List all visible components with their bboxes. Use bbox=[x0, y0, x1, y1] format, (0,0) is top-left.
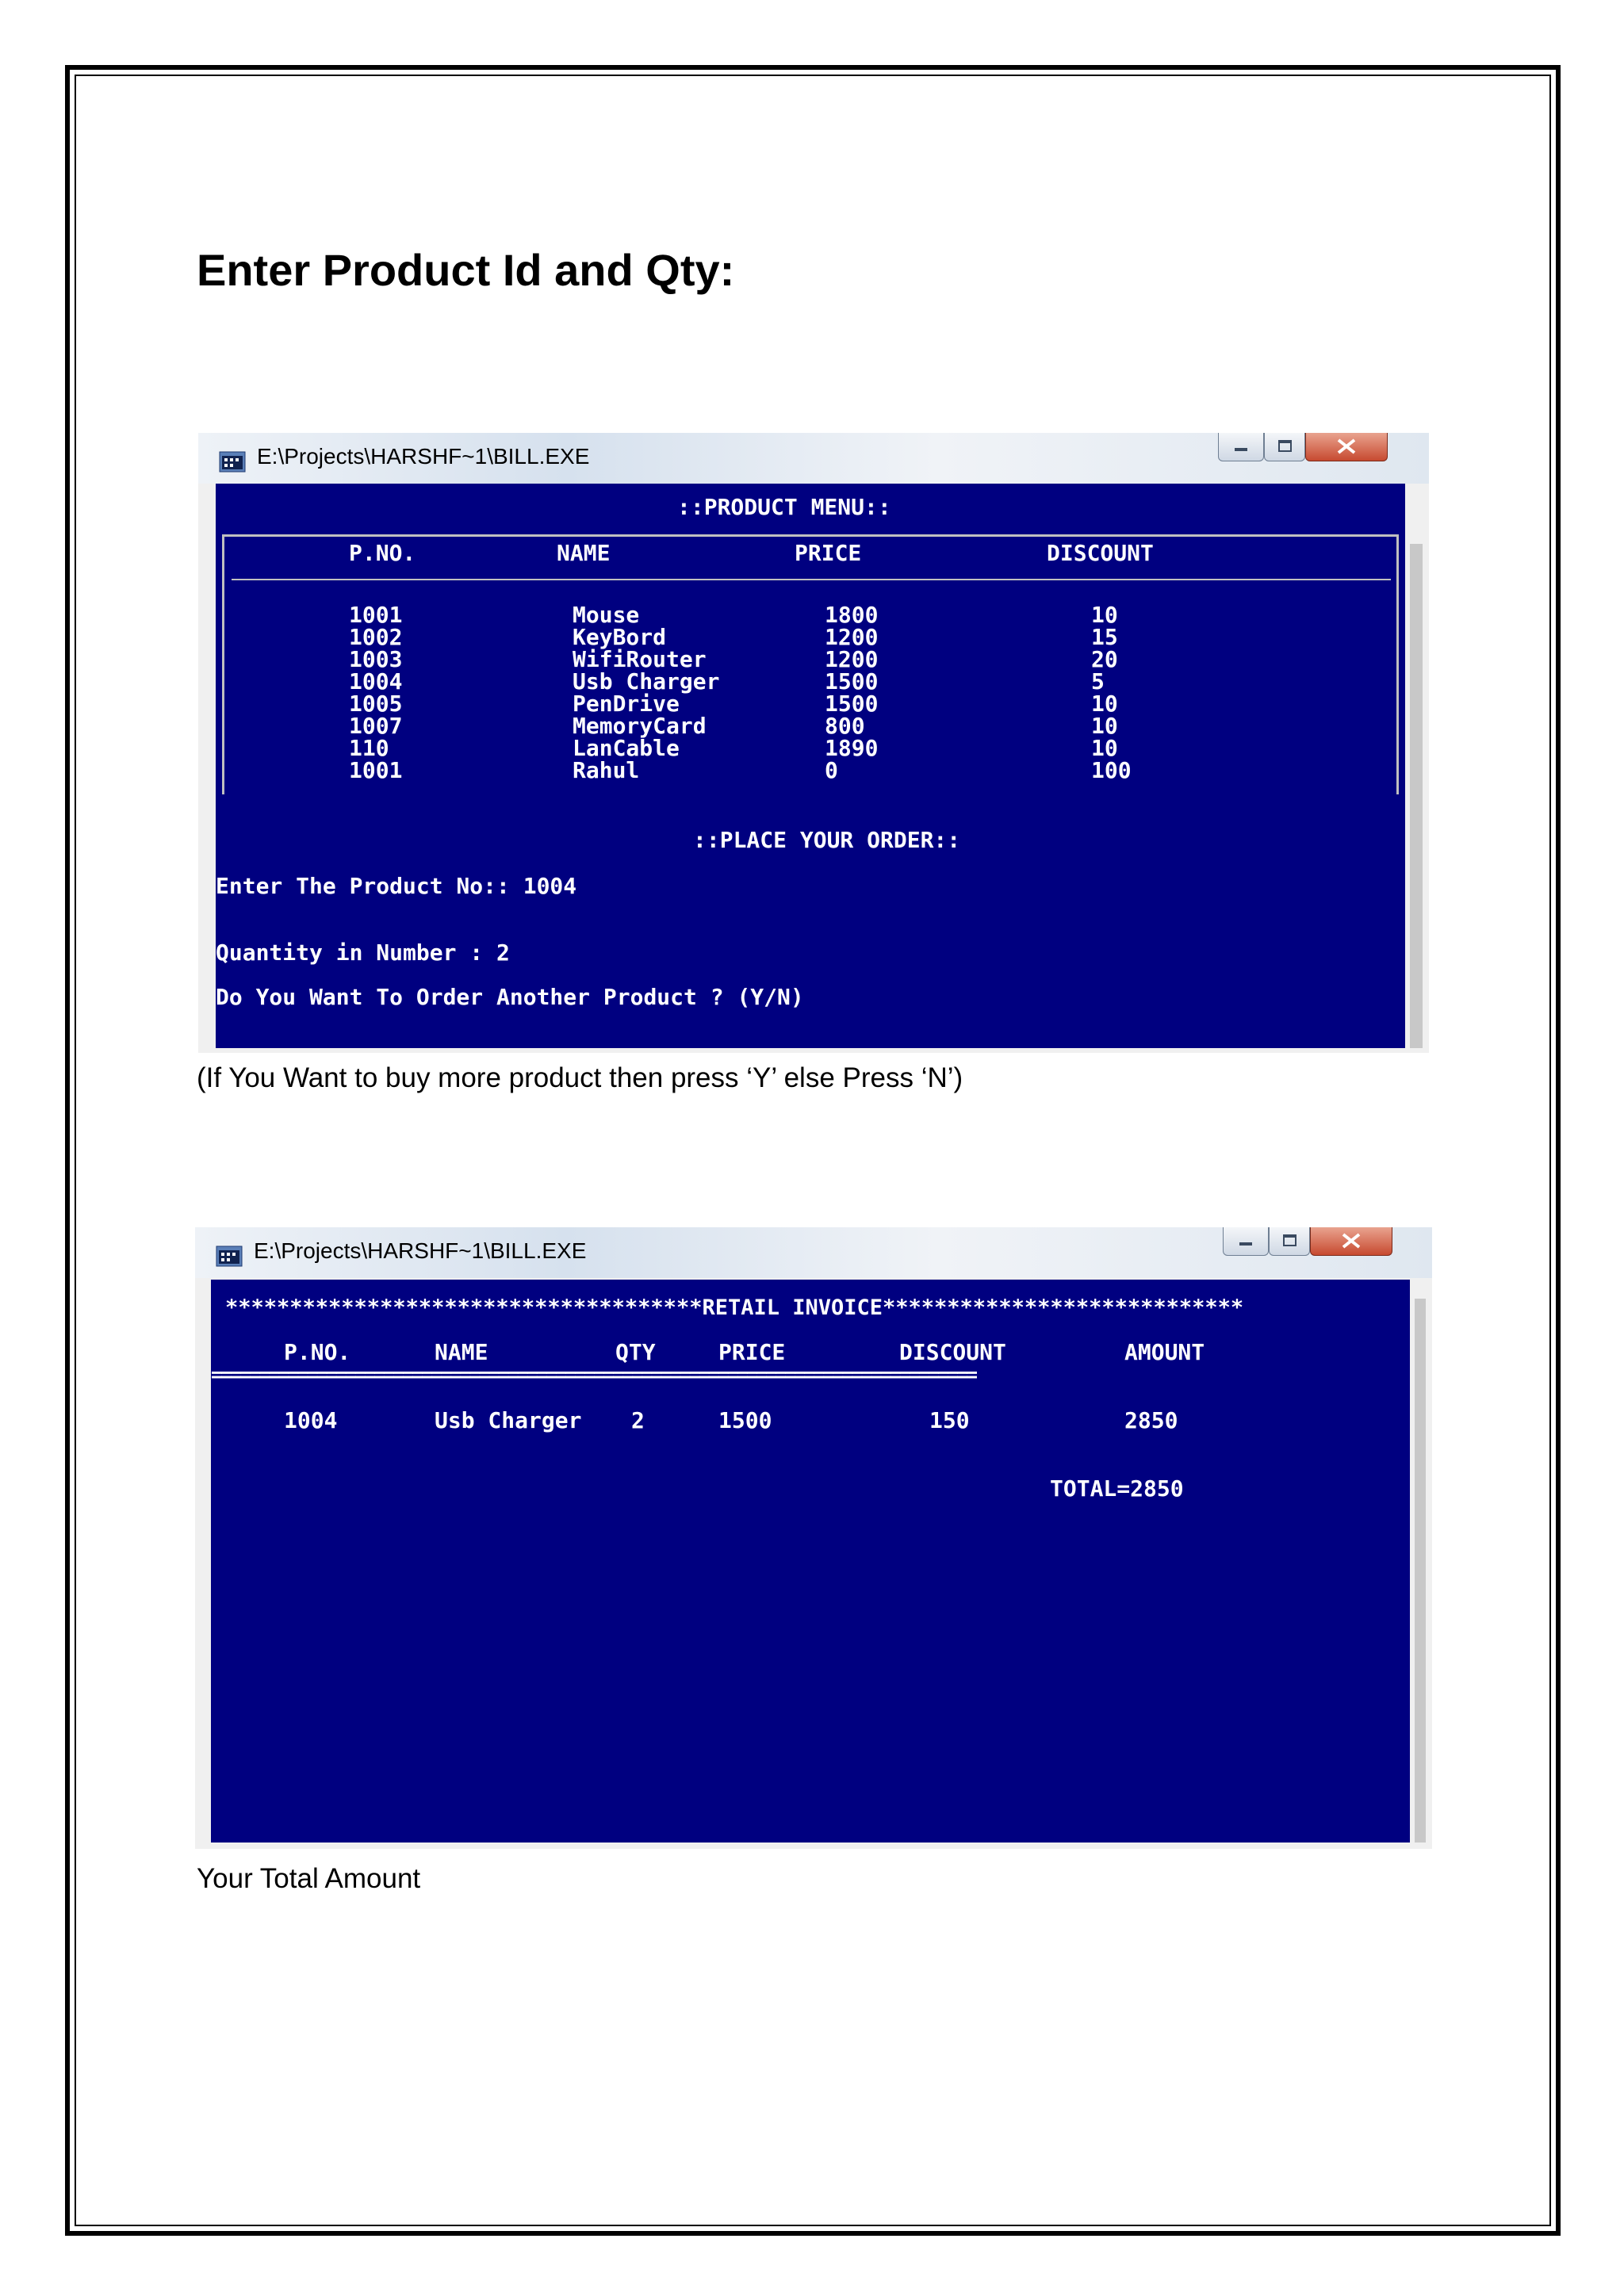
product-name: KeyBord bbox=[573, 624, 667, 650]
product-price: 1800 bbox=[825, 602, 879, 628]
col-header-price: PRICE bbox=[718, 1339, 786, 1365]
minimize-icon bbox=[1219, 433, 1263, 460]
product-discount: 100 bbox=[1091, 757, 1132, 783]
console-output bbox=[211, 1280, 1410, 1843]
product-discount: 10 bbox=[1091, 602, 1118, 628]
window-title: E:\Projects\HARSHF~1\BILL.EXE bbox=[254, 1238, 587, 1263]
col-header-pno: P.NO. bbox=[284, 1339, 351, 1365]
window-title: E:\Projects\HARSHF~1\BILL.EXE bbox=[257, 444, 590, 469]
col-header-price: PRICE bbox=[795, 540, 862, 566]
console-window-invoice bbox=[195, 1227, 1432, 1849]
product-discount: 10 bbox=[1091, 691, 1118, 717]
order-another-prompt: Do You Want To Order Another Product ? (Y/N) bbox=[216, 984, 804, 1010]
close-icon bbox=[1306, 433, 1387, 460]
maximize-button[interactable] bbox=[1269, 1227, 1310, 1256]
col-header-name: NAME bbox=[557, 540, 611, 566]
product-price: 1200 bbox=[825, 624, 879, 650]
product-discount: 10 bbox=[1091, 735, 1118, 761]
page-heading: Enter Product Id and Qty: bbox=[197, 245, 735, 295]
invoice-pno: 1004 bbox=[284, 1407, 338, 1433]
col-header-discount: DISCOUNT bbox=[899, 1339, 1006, 1365]
product-pno: 1004 bbox=[349, 668, 403, 695]
product-price: 1890 bbox=[825, 735, 879, 761]
product-name: Mouse bbox=[573, 602, 640, 628]
caption-order-hint: (If You Want to buy more product then press ‘Y’ else Press ‘N’) bbox=[197, 1062, 963, 1093]
product-discount: 20 bbox=[1091, 646, 1118, 672]
product-pno: 1005 bbox=[349, 691, 403, 717]
invoice-total: TOTAL=2850 bbox=[1050, 1475, 1184, 1502]
product-price: 1500 bbox=[825, 691, 879, 717]
product-discount: 5 bbox=[1091, 668, 1105, 695]
product-pno: 1007 bbox=[349, 713, 403, 739]
col-header-amount: AMOUNT bbox=[1124, 1339, 1205, 1365]
scrollbar[interactable] bbox=[1415, 1299, 1426, 1843]
header-divider bbox=[232, 579, 1391, 580]
console-app-icon bbox=[216, 1243, 243, 1267]
close-button[interactable] bbox=[1310, 1227, 1392, 1256]
console-window-product-menu bbox=[198, 433, 1429, 1053]
product-name: PenDrive bbox=[573, 691, 680, 717]
product-price: 1200 bbox=[825, 646, 879, 672]
close-icon bbox=[1311, 1227, 1392, 1254]
console-app-icon bbox=[219, 449, 246, 473]
minimize-button[interactable] bbox=[1218, 433, 1264, 461]
product-name: WifiRouter bbox=[573, 646, 707, 672]
caption-total-amount: Your Total Amount bbox=[197, 1863, 421, 1894]
window-titlebar[interactable] bbox=[198, 433, 1429, 484]
invoice-discount: 150 bbox=[929, 1407, 970, 1433]
invoice-name: Usb Charger bbox=[435, 1407, 582, 1433]
invoice-price: 1500 bbox=[718, 1407, 772, 1433]
product-pno: 110 bbox=[349, 735, 389, 761]
quantity-prompt: Quantity in Number : 2 bbox=[216, 939, 510, 966]
close-button[interactable] bbox=[1305, 433, 1388, 461]
product-price: 1500 bbox=[825, 668, 879, 695]
product-name: Usb Charger bbox=[573, 668, 720, 695]
product-price: 0 bbox=[825, 757, 838, 783]
header-separator: ================================================================================ bbox=[211, 1363, 976, 1386]
invoice-amount: 2850 bbox=[1124, 1407, 1178, 1433]
console-output bbox=[216, 484, 1405, 1048]
product-number-prompt: Enter The Product No:: 1004 bbox=[216, 873, 577, 899]
product-discount: 15 bbox=[1091, 624, 1118, 650]
product-name: MemoryCard bbox=[573, 713, 707, 739]
product-pno: 1001 bbox=[349, 602, 403, 628]
minimize-icon bbox=[1224, 1227, 1268, 1254]
invoice-title: *************************************RETAIL INVOICE**************************** bbox=[225, 1295, 1244, 1320]
product-menu-title: ::PRODUCT MENU:: bbox=[677, 494, 891, 520]
product-pno: 1001 bbox=[349, 757, 403, 783]
col-header-pno: P.NO. bbox=[349, 540, 416, 566]
invoice-qty: 2 bbox=[631, 1407, 645, 1433]
col-header-qty: QTY bbox=[615, 1339, 656, 1365]
col-header-discount: DISCOUNT bbox=[1047, 540, 1154, 566]
product-name: Rahul bbox=[573, 757, 640, 783]
maximize-button[interactable] bbox=[1264, 433, 1305, 461]
product-name: LanCable bbox=[573, 735, 680, 761]
product-pno: 1003 bbox=[349, 646, 403, 672]
window-titlebar[interactable] bbox=[195, 1227, 1432, 1278]
place-order-title: ::PLACE YOUR ORDER:: bbox=[693, 827, 961, 853]
scrollbar[interactable] bbox=[1410, 544, 1423, 1048]
maximize-icon bbox=[1270, 1227, 1309, 1254]
product-price: 800 bbox=[825, 713, 865, 739]
maximize-icon bbox=[1265, 433, 1304, 460]
product-discount: 10 bbox=[1091, 713, 1118, 739]
col-header-name: NAME bbox=[435, 1339, 488, 1365]
product-pno: 1002 bbox=[349, 624, 403, 650]
minimize-button[interactable] bbox=[1223, 1227, 1269, 1256]
